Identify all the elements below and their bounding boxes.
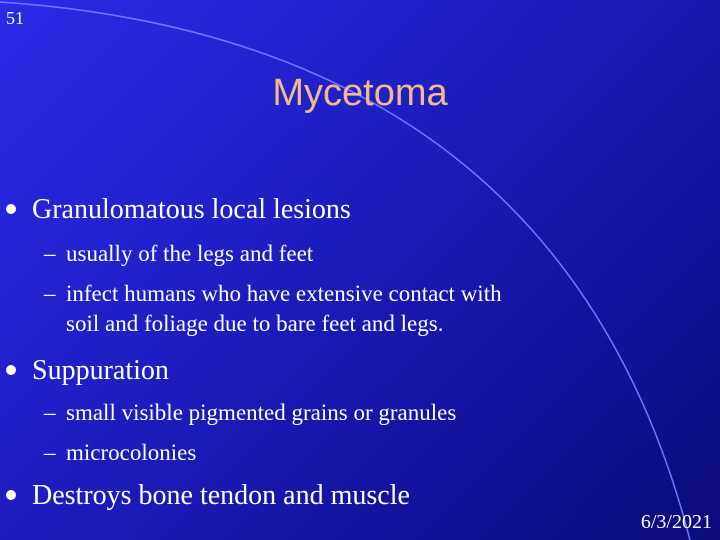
sub-bullet: – infect humans who have extensive contact with soil and foliage due to bare feet and legs. — [44, 279, 502, 339]
bullet-text: Granulomatous local lesions — [32, 194, 351, 225]
bullet-granulomatous — [6, 194, 351, 226]
bullet-text: Suppuration — [32, 355, 169, 386]
bullet-suppuration — [6, 355, 169, 387]
slide-date: 6/3/2021 — [640, 511, 712, 533]
bullet-text: Destroys bone tendon and muscle — [32, 480, 410, 511]
sub-bullet-text: small visible pigmented grains or granules — [66, 400, 457, 425]
sub-bullet-continuation: soil and foliage due to bare feet and legs. — [66, 311, 444, 336]
bullet-dot — [6, 204, 16, 214]
page-number: 51 — [6, 8, 24, 28]
bullet-dot — [6, 490, 16, 500]
sub-bullet-text: usually of the legs and feet — [66, 241, 314, 266]
sub-bullet-text: infect humans who have extensive contact with — [66, 281, 502, 306]
bullet-dot — [6, 365, 16, 375]
sub-bullet-text: microcolonies — [66, 440, 197, 465]
slide-title: Mycetoma — [272, 72, 448, 114]
bullet-destroys — [6, 480, 410, 512]
sub-bullet: – microcolonies — [44, 440, 197, 465]
sub-bullet: – usually of the legs and feet — [44, 241, 314, 266]
sub-bullet: – small visible pigmented grains or granules — [44, 400, 457, 425]
